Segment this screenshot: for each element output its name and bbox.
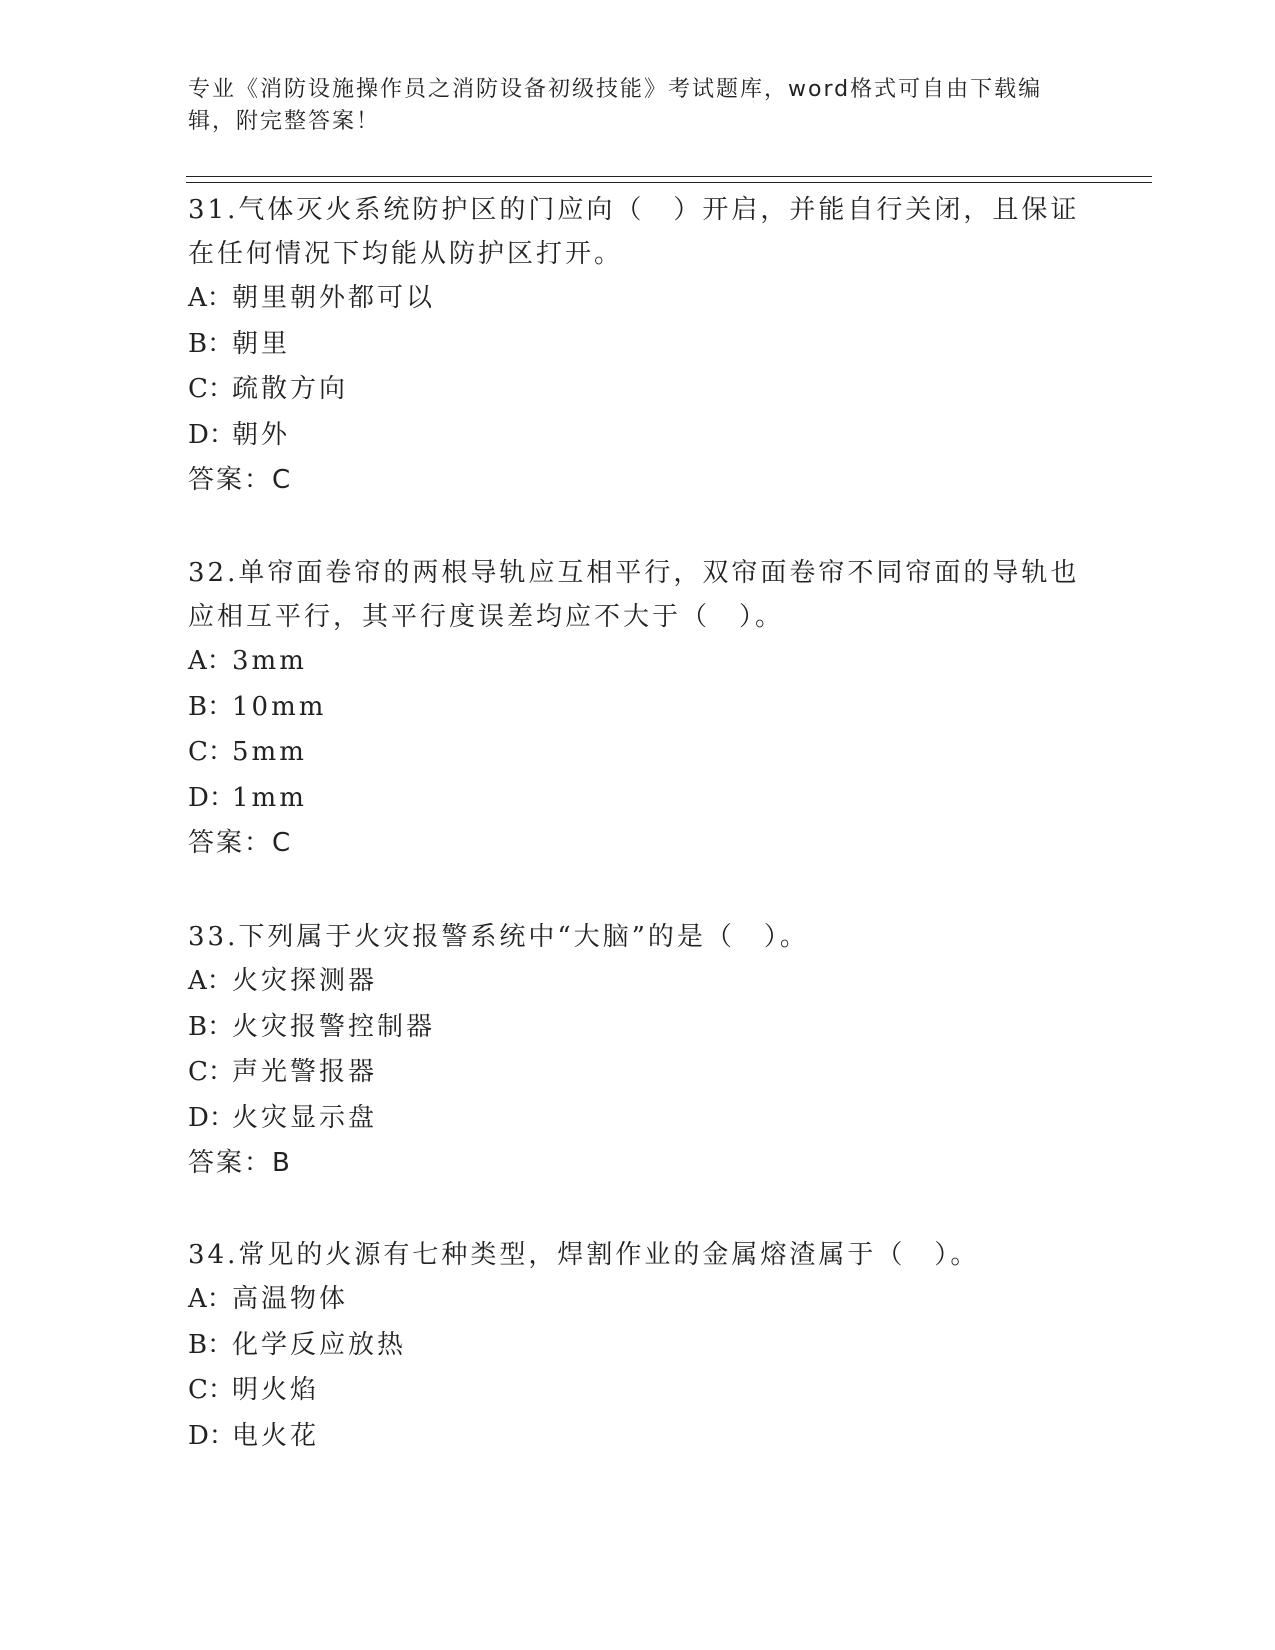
question-stem-line-1: 33.下列属于火灾报警系统中“大脑”的是（ ）。 <box>188 922 809 952</box>
option-text: 明火焰 <box>232 1375 320 1405</box>
option-a <box>188 1277 1088 1323</box>
option-letter: D： <box>188 782 235 813</box>
option-text: 疏散方向 <box>232 374 349 404</box>
option-text: 朝外 <box>232 419 291 450</box>
option-text: 10mm <box>232 691 327 722</box>
option-letter: C： <box>188 1057 234 1087</box>
option-text: 火灾报警控制器 <box>232 1011 436 1042</box>
question-33 <box>188 915 1088 1185</box>
option-letter: D： <box>188 1420 235 1451</box>
answer-label: 答案：B <box>188 1148 292 1178</box>
option-letter: A： <box>188 1284 233 1314</box>
option-letter: B： <box>188 1329 234 1360</box>
header-line-1: 专业《消防设施操作员之消防设备初级技能》考试题库，word格式可自由下载编 <box>188 77 1043 102</box>
question-stem-line-1: 32.单帘面卷帘的两根导轨应互相平行，双帘面卷帘不同帘面的导轨也 <box>188 558 1080 588</box>
document-header <box>188 74 1068 138</box>
option-text: 1mm <box>232 782 307 813</box>
option-text: 电火花 <box>232 1420 320 1451</box>
option-b <box>188 1005 1088 1051</box>
question-stem-line-1: 34.常见的火源有七种类型，焊割作业的金属熔渣属于（ ）。 <box>188 1240 980 1270</box>
option-text: 朝里 <box>232 328 291 359</box>
option-c <box>188 730 1088 776</box>
question-stem-line-2: 应相互平行，其平行度误差均应不大于（ ）。 <box>188 602 785 632</box>
option-letter: D： <box>188 1102 235 1133</box>
option-d <box>188 776 1088 822</box>
option-c <box>188 1050 1088 1096</box>
option-a <box>188 276 1088 322</box>
option-d <box>188 413 1088 459</box>
option-b <box>188 322 1088 368</box>
answer-label: 答案：C <box>188 828 293 858</box>
option-c <box>188 367 1088 413</box>
header-line-2: 辑，附完整答案！ <box>188 109 381 134</box>
option-letter: B： <box>188 691 234 722</box>
option-d <box>188 1096 1088 1142</box>
question-stem-line-2: 在任何情况下均能从防护区打开。 <box>188 239 624 269</box>
option-a <box>188 959 1088 1005</box>
option-text: 声光警报器 <box>232 1057 378 1087</box>
option-text: 火灾显示盘 <box>232 1102 378 1133</box>
option-text: 高温物体 <box>232 1284 349 1314</box>
option-text: 火灾探测器 <box>232 966 378 996</box>
option-letter: D： <box>188 419 235 450</box>
option-c <box>188 1368 1088 1414</box>
option-letter: B： <box>188 1011 234 1042</box>
question-34 <box>188 1233 1088 1459</box>
option-letter: C： <box>188 737 234 767</box>
option-b <box>188 1323 1088 1369</box>
option-letter: A： <box>188 646 233 676</box>
option-a <box>188 639 1088 685</box>
option-letter: C： <box>188 374 234 404</box>
option-letter: A： <box>188 966 233 996</box>
option-d <box>188 1414 1088 1460</box>
option-letter: B： <box>188 328 234 359</box>
header-divider-top <box>186 176 1152 177</box>
question-31 <box>188 188 1088 502</box>
option-b <box>188 685 1088 731</box>
answer-label: 答案：C <box>188 465 293 495</box>
option-text: 化学反应放热 <box>232 1329 407 1360</box>
header-divider-bottom <box>186 182 1152 183</box>
option-letter: C： <box>188 1375 234 1405</box>
option-text: 3mm <box>232 646 307 676</box>
question-stem-line-1: 31.气体灭火系统防护区的门应向（ ）开启，并能自行关闭，且保证 <box>188 195 1080 225</box>
option-text: 5mm <box>232 737 307 767</box>
question-32 <box>188 551 1088 865</box>
option-text: 朝里朝外都可以 <box>232 283 436 313</box>
option-letter: A： <box>188 283 233 313</box>
